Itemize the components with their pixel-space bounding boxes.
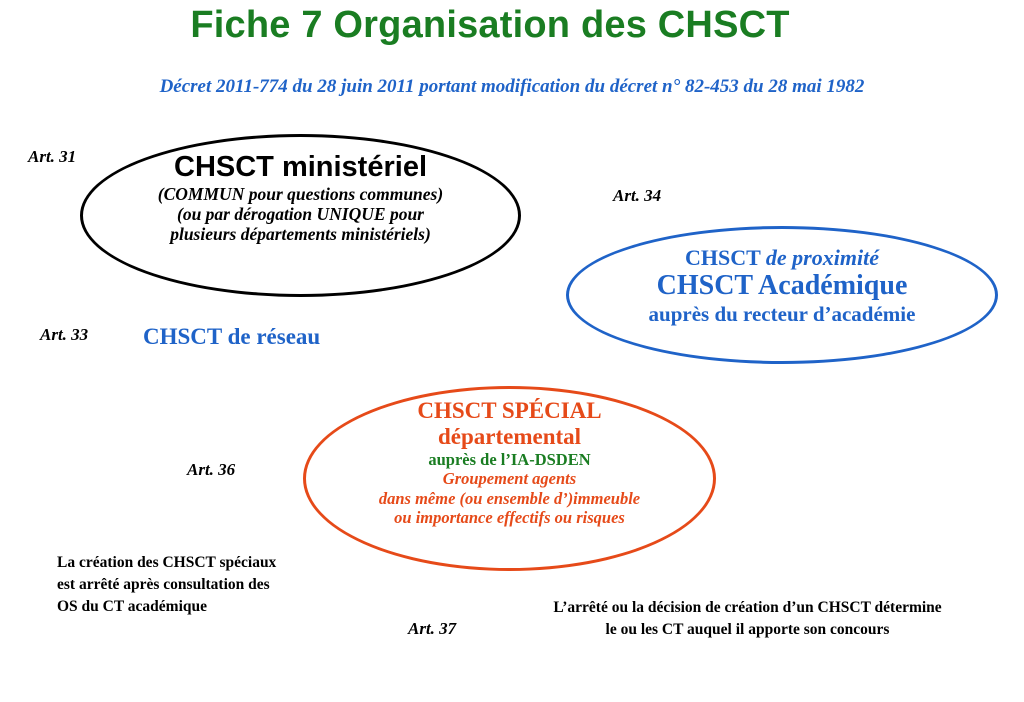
note-left-line: est arrêté après consultation des — [57, 576, 270, 593]
academique-line-1 — [566, 244, 998, 271]
special-title: CHSCT SPÉCIAL — [417, 398, 602, 423]
art-37-label: Art. 37 — [408, 619, 457, 638]
academique-node — [566, 244, 998, 327]
note-right-line: le ou les CT auquel il apporte son concours — [605, 621, 890, 638]
note-left-line: OS du CT académique — [57, 598, 208, 615]
art-33-label: Art. 33 — [40, 325, 89, 344]
page-title: Fiche 7 Organisation des CHSCT — [190, 4, 790, 46]
ministeriel-title: CHSCT ministériel — [174, 151, 427, 183]
academique-line-3: auprès du recteur d’académie — [648, 302, 916, 326]
special-node — [303, 398, 716, 528]
art-31-label: Art. 31 — [28, 147, 77, 166]
ministeriel-line: plusieurs départements ministériels) — [170, 224, 431, 244]
art-34-label: Art. 34 — [613, 186, 662, 205]
note-left-line: La création des CHSCT spéciaux — [57, 554, 277, 571]
note-left — [57, 552, 357, 618]
special-aupres: auprès de l’IA-DSDEN — [428, 450, 591, 469]
special-subtitle: départemental — [437, 424, 582, 449]
special-criteria-line: dans même (ou ensemble d’)immeuble — [378, 488, 641, 508]
academique-prefix: CHSCT — [685, 245, 766, 270]
ministeriel-node — [80, 150, 521, 244]
note-right-line: L’arrêté ou la décision de création d’un CHSCT détermine — [553, 599, 942, 616]
special-criteria-line: Groupement agents — [442, 469, 577, 488]
academique-proximite: de proximité — [765, 245, 879, 270]
special-criteria-line: ou importance effectifs ou risques — [394, 508, 625, 527]
reseau-label: CHSCT de réseau — [143, 324, 321, 349]
academique-title: CHSCT Académique — [656, 270, 908, 301]
ministeriel-line: (COMMUN pour questions communes) — [157, 184, 444, 204]
page-subtitle: Décret 2011-774 du 28 juin 2011 portant modification du décret n° 82-453 du 28 mai 1982 — [159, 76, 865, 97]
art-36-label: Art. 36 — [187, 460, 236, 479]
note-right — [496, 597, 999, 641]
ministeriel-line: (ou par dérogation UNIQUE pour — [177, 204, 424, 224]
